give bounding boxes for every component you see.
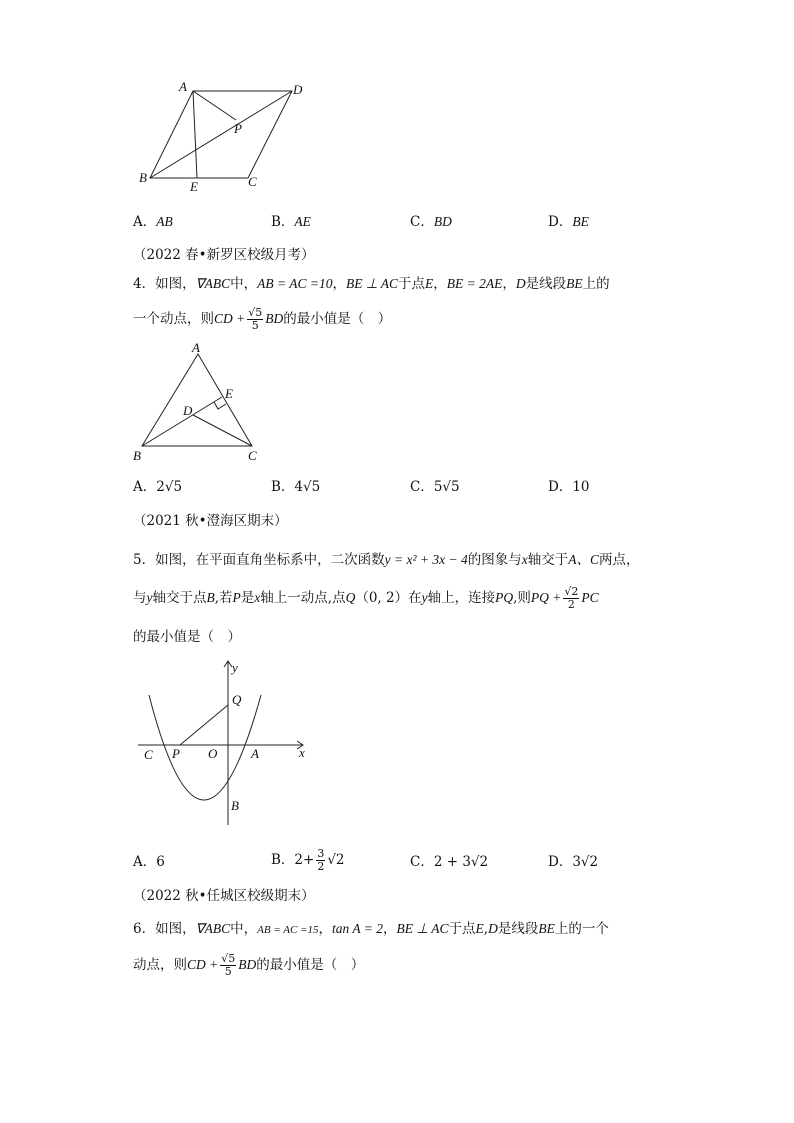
- parallelogram-figure: [130, 76, 320, 196]
- label-c: C: [248, 174, 257, 189]
- q6-fraction: $\frac{√5}{5}$: [221, 952, 236, 978]
- triangle-figure: [130, 340, 270, 465]
- label-b: B: [231, 798, 239, 813]
- q4-line1: 4．如图，∇ABC中，AB = AC =10，BE ⊥ AC于点E，BE = 2AE，D是线段BE上的: [133, 276, 610, 292]
- label-p: P: [172, 746, 180, 761]
- label-e: E: [225, 386, 233, 401]
- q4-source: （2022 春•新罗区校级月考）: [133, 247, 315, 263]
- q3-option-a: A．AB: [133, 214, 173, 230]
- label-a: A: [179, 79, 187, 94]
- q6-source: （2022 秋•任城区校级期末）: [133, 888, 315, 904]
- label-e: E: [190, 179, 198, 194]
- q6-line1: 6．如图，∇ABC中，AB = AC =15，tan A = 2，BE ⊥ AC于点E,D是线段BE上的一个: [133, 921, 609, 937]
- parabola-figure: [133, 655, 318, 835]
- label-a: A: [192, 340, 200, 355]
- label-b: B: [139, 170, 147, 185]
- label-q: Q: [232, 692, 242, 707]
- q5-line1: 5．如图，在平面直角坐标系中，二次函数y = x² + 3x − 4的图象与x轴交于A、C两点，: [133, 552, 640, 568]
- label-p: P: [234, 121, 242, 136]
- label-a: A: [251, 746, 259, 761]
- q5-line2: 与y轴交于点B,若P是x轴上一动点,点Q（0, 2）在y轴上，连接PQ,则PQ + $\frac{√2}{2}$ PC: [133, 585, 599, 611]
- q4-line2: 一个动点，则CD + $\frac{√5}{5}$ BD的最小值是（ ）: [133, 306, 392, 332]
- segment-ae: [193, 91, 197, 178]
- label-d: D: [293, 82, 303, 97]
- label-y: y: [232, 660, 238, 675]
- q5-option-a: A．6: [133, 854, 165, 870]
- label-x: x: [299, 745, 305, 760]
- q4-option-c: C．5√5: [410, 479, 460, 495]
- q5-option-d: D．3√2: [548, 854, 599, 870]
- label-b: B: [133, 448, 141, 463]
- label-c: C: [248, 448, 257, 463]
- q3-option-c: C．BD: [410, 214, 452, 230]
- q4-option-d: D．10: [548, 479, 590, 495]
- label-d: D: [183, 403, 193, 418]
- segment-ap: [193, 91, 236, 120]
- q5-option-c: C．2 + 3√2: [410, 854, 489, 870]
- q4-option-b: B．4√5: [271, 479, 321, 495]
- q5-option-b-fraction: $\frac{3}{2}$: [317, 847, 325, 873]
- q3-option-d: D．BE: [548, 214, 589, 230]
- segment-pq: [180, 705, 228, 745]
- segment-be: [142, 397, 222, 446]
- parabola-curve: [149, 695, 261, 800]
- q5-source: （2021 秋•澄海区期末）: [133, 513, 288, 529]
- q3-option-b: B．AE: [271, 214, 311, 230]
- right-angle-mark: [214, 402, 226, 409]
- q5-line3: 的最小值是（ ）: [133, 629, 241, 645]
- q5-fraction: $\frac{√2}{2}$: [564, 585, 579, 611]
- q6-line2: 动点，则CD + $\frac{√5}{5}$ BD的最小值是（ ）: [133, 952, 365, 978]
- q5-option-b: B．2+ $\frac{3}{2}$ √2: [271, 847, 345, 873]
- label-o: O: [208, 746, 218, 761]
- q4-fraction: $\frac{√5}{5}$: [248, 306, 263, 332]
- triangle-abc: [142, 354, 252, 446]
- q4-option-a: A．2√5: [133, 479, 183, 495]
- label-c: C: [144, 747, 153, 762]
